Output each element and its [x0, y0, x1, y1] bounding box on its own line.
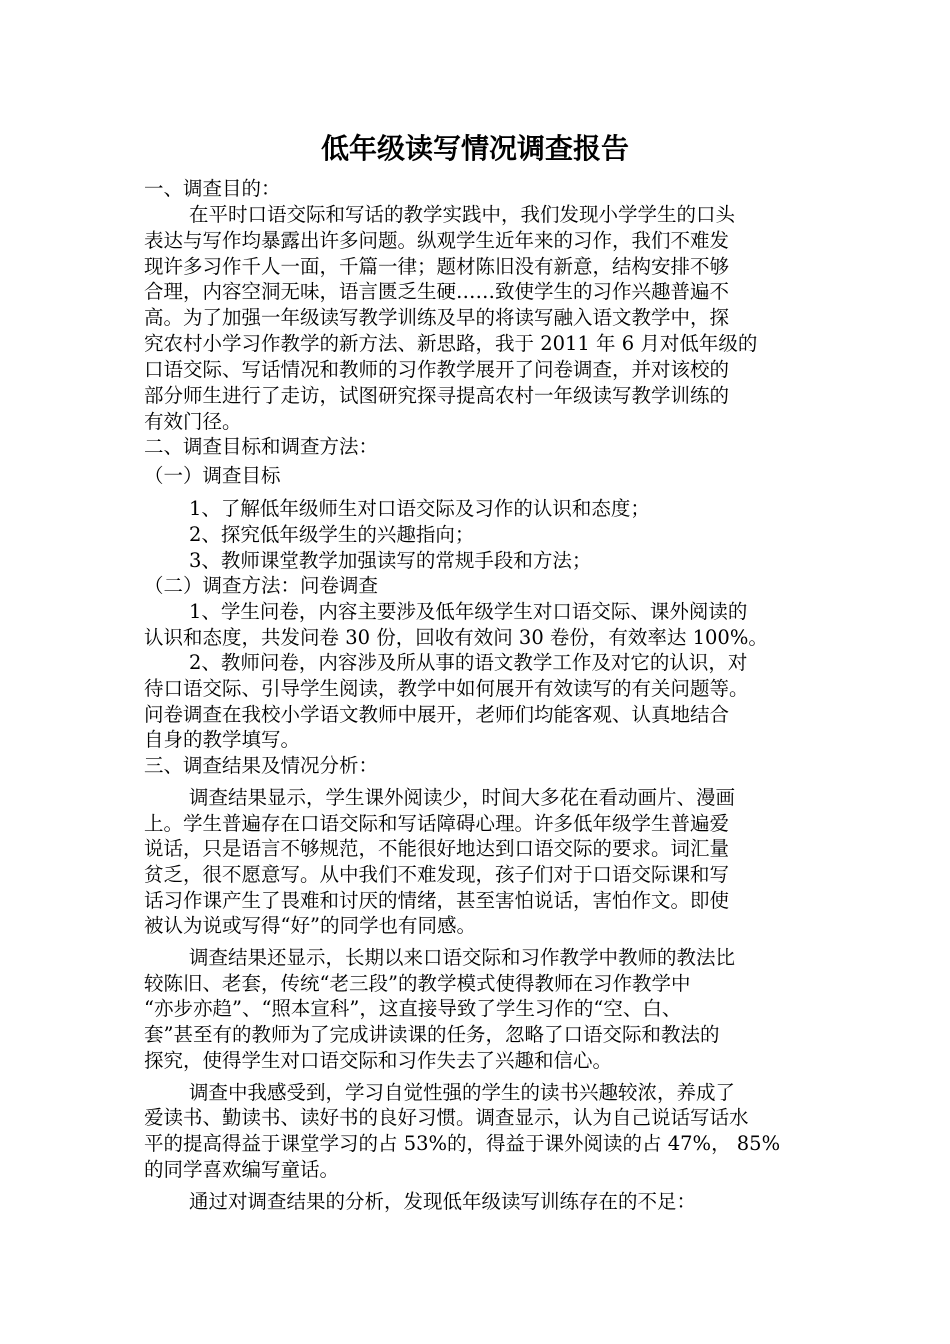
paragraph-line: 在平时口语交际和写话的教学实践中，我们发现小学学生的口头	[189, 203, 736, 226]
paragraph-line: 贫乏，很不愿意写。从中我们不难发现，孩子们对于口语交际课和写	[144, 863, 730, 886]
subsection-heading-goals: （一）调查目标	[144, 464, 281, 487]
paragraph-line: 说话，只是语言不够规范，不能很好地达到口语交际的要求。词汇量	[144, 837, 730, 860]
paragraph-line: 调查中我感受到，学习自觉性强的学生的读书兴趣较浓，养成了	[189, 1081, 736, 1104]
section-heading-goals-methods: 二、调查目标和调查方法：	[144, 435, 379, 458]
paragraph-line: 合理，内容空洞无味，语言匮乏生硬……致使学生的习作兴趣普遍不	[144, 280, 730, 303]
paragraph-line: 较陈旧、老套，传统“老三段”的教学模式使得教师在习作教学中	[144, 972, 691, 995]
paragraph-line: 有效门径。	[144, 410, 242, 433]
list-item: 2、探究低年级学生的兴趣指向；	[189, 523, 475, 546]
paragraph-line: 的同学喜欢编写童话。	[144, 1158, 340, 1181]
paragraph-line: 问卷调查在我校小学语文教师中展开，老师们均能客观、认真地结合	[144, 703, 730, 726]
paragraph-line: 探究，使得学生对口语交际和习作失去了兴趣和信心。	[144, 1049, 613, 1072]
paragraph-line: 高。为了加强一年级读写教学训练及早的将读写融入语文教学中，探	[144, 306, 730, 329]
paragraph-line: 调查结果还显示，长期以来口语交际和习作教学中教师的教法比	[189, 946, 736, 969]
paragraph-line: 上。学生普遍存在口语交际和写话障碍心理。许多低年级学生普遍爱	[144, 812, 730, 835]
paragraph-line: 2、教师问卷，内容涉及所从事的语文教学工作及对它的认识，对	[189, 651, 748, 674]
paragraph-line: 1、学生问卷，内容主要涉及低年级学生对口语交际、课外阅读的	[189, 600, 748, 623]
paragraph-line: 究农村小学习作教学的新方法、新思路，我于 2011 年 6 月对低年级的	[144, 332, 758, 355]
document-title: 低年级读写情况调查报告	[320, 132, 629, 165]
paragraph-line: 口语交际、写话情况和教师的习作教学展开了问卷调查，并对该校的	[144, 358, 730, 381]
subsection-heading-methods: （二）调查方法：问卷调查	[144, 574, 379, 597]
paragraph-line: “亦步亦趋”、“照本宣科”，这直接导致了学生习作的“空、白、	[144, 997, 682, 1020]
paragraph-line: 表达与写作均暴露出许多问题。纵观学生近年来的习作，我们不难发	[144, 229, 730, 252]
paragraph-line: 话习作课产生了畏难和讨厌的情绪，甚至害怕说话，害怕作文。即使	[144, 889, 730, 912]
paragraph-line: 调查结果显示，学生课外阅读少，时间大多花在看动画片、漫画	[189, 786, 736, 809]
list-item: 1、了解低年级师生对口语交际及习作的认识和态度；	[189, 497, 650, 520]
paragraph-line: 现许多习作千人一面，千篇一律；题材陈旧没有新意，结构安排不够	[144, 255, 730, 278]
section-heading-purpose: 一、调查目的：	[144, 177, 281, 200]
paragraph-line: 部分师生进行了走访，试图研究探寻提高农村一年级读写教学训练的	[144, 384, 730, 407]
paragraph-line: 通过对调查结果的分析，发现低年级读写训练存在的不足：	[189, 1190, 697, 1213]
paragraph-line: 认识和态度，共发问卷 30 份，回收有效问 30 卷份，有效率达 100%。	[144, 626, 768, 649]
list-item: 3、教师课堂教学加强读写的常规手段和方法；	[189, 549, 592, 572]
paragraph-line: 套”甚至有的教师为了完成讲读课的任务，忽略了口语交际和教法的	[144, 1023, 720, 1046]
section-heading-results: 三、调查结果及情况分析：	[144, 754, 379, 777]
paragraph-line: 待口语交际、引导学生阅读，教学中如何展开有效读写的有关问题等。	[144, 677, 749, 700]
paragraph-line: 爱读书、勤读书、读好书的良好习惯。调查显示，认为自己说话写话水	[144, 1106, 749, 1129]
paragraph-line: 自身的教学填写。	[144, 728, 301, 751]
paragraph-line: 平的提高得益于课堂学习的占 53%的，得益于课外阅读的占 47%， 85%	[144, 1132, 781, 1155]
paragraph-line: 被认为说或写得“好”的同学也有同感。	[144, 914, 476, 937]
